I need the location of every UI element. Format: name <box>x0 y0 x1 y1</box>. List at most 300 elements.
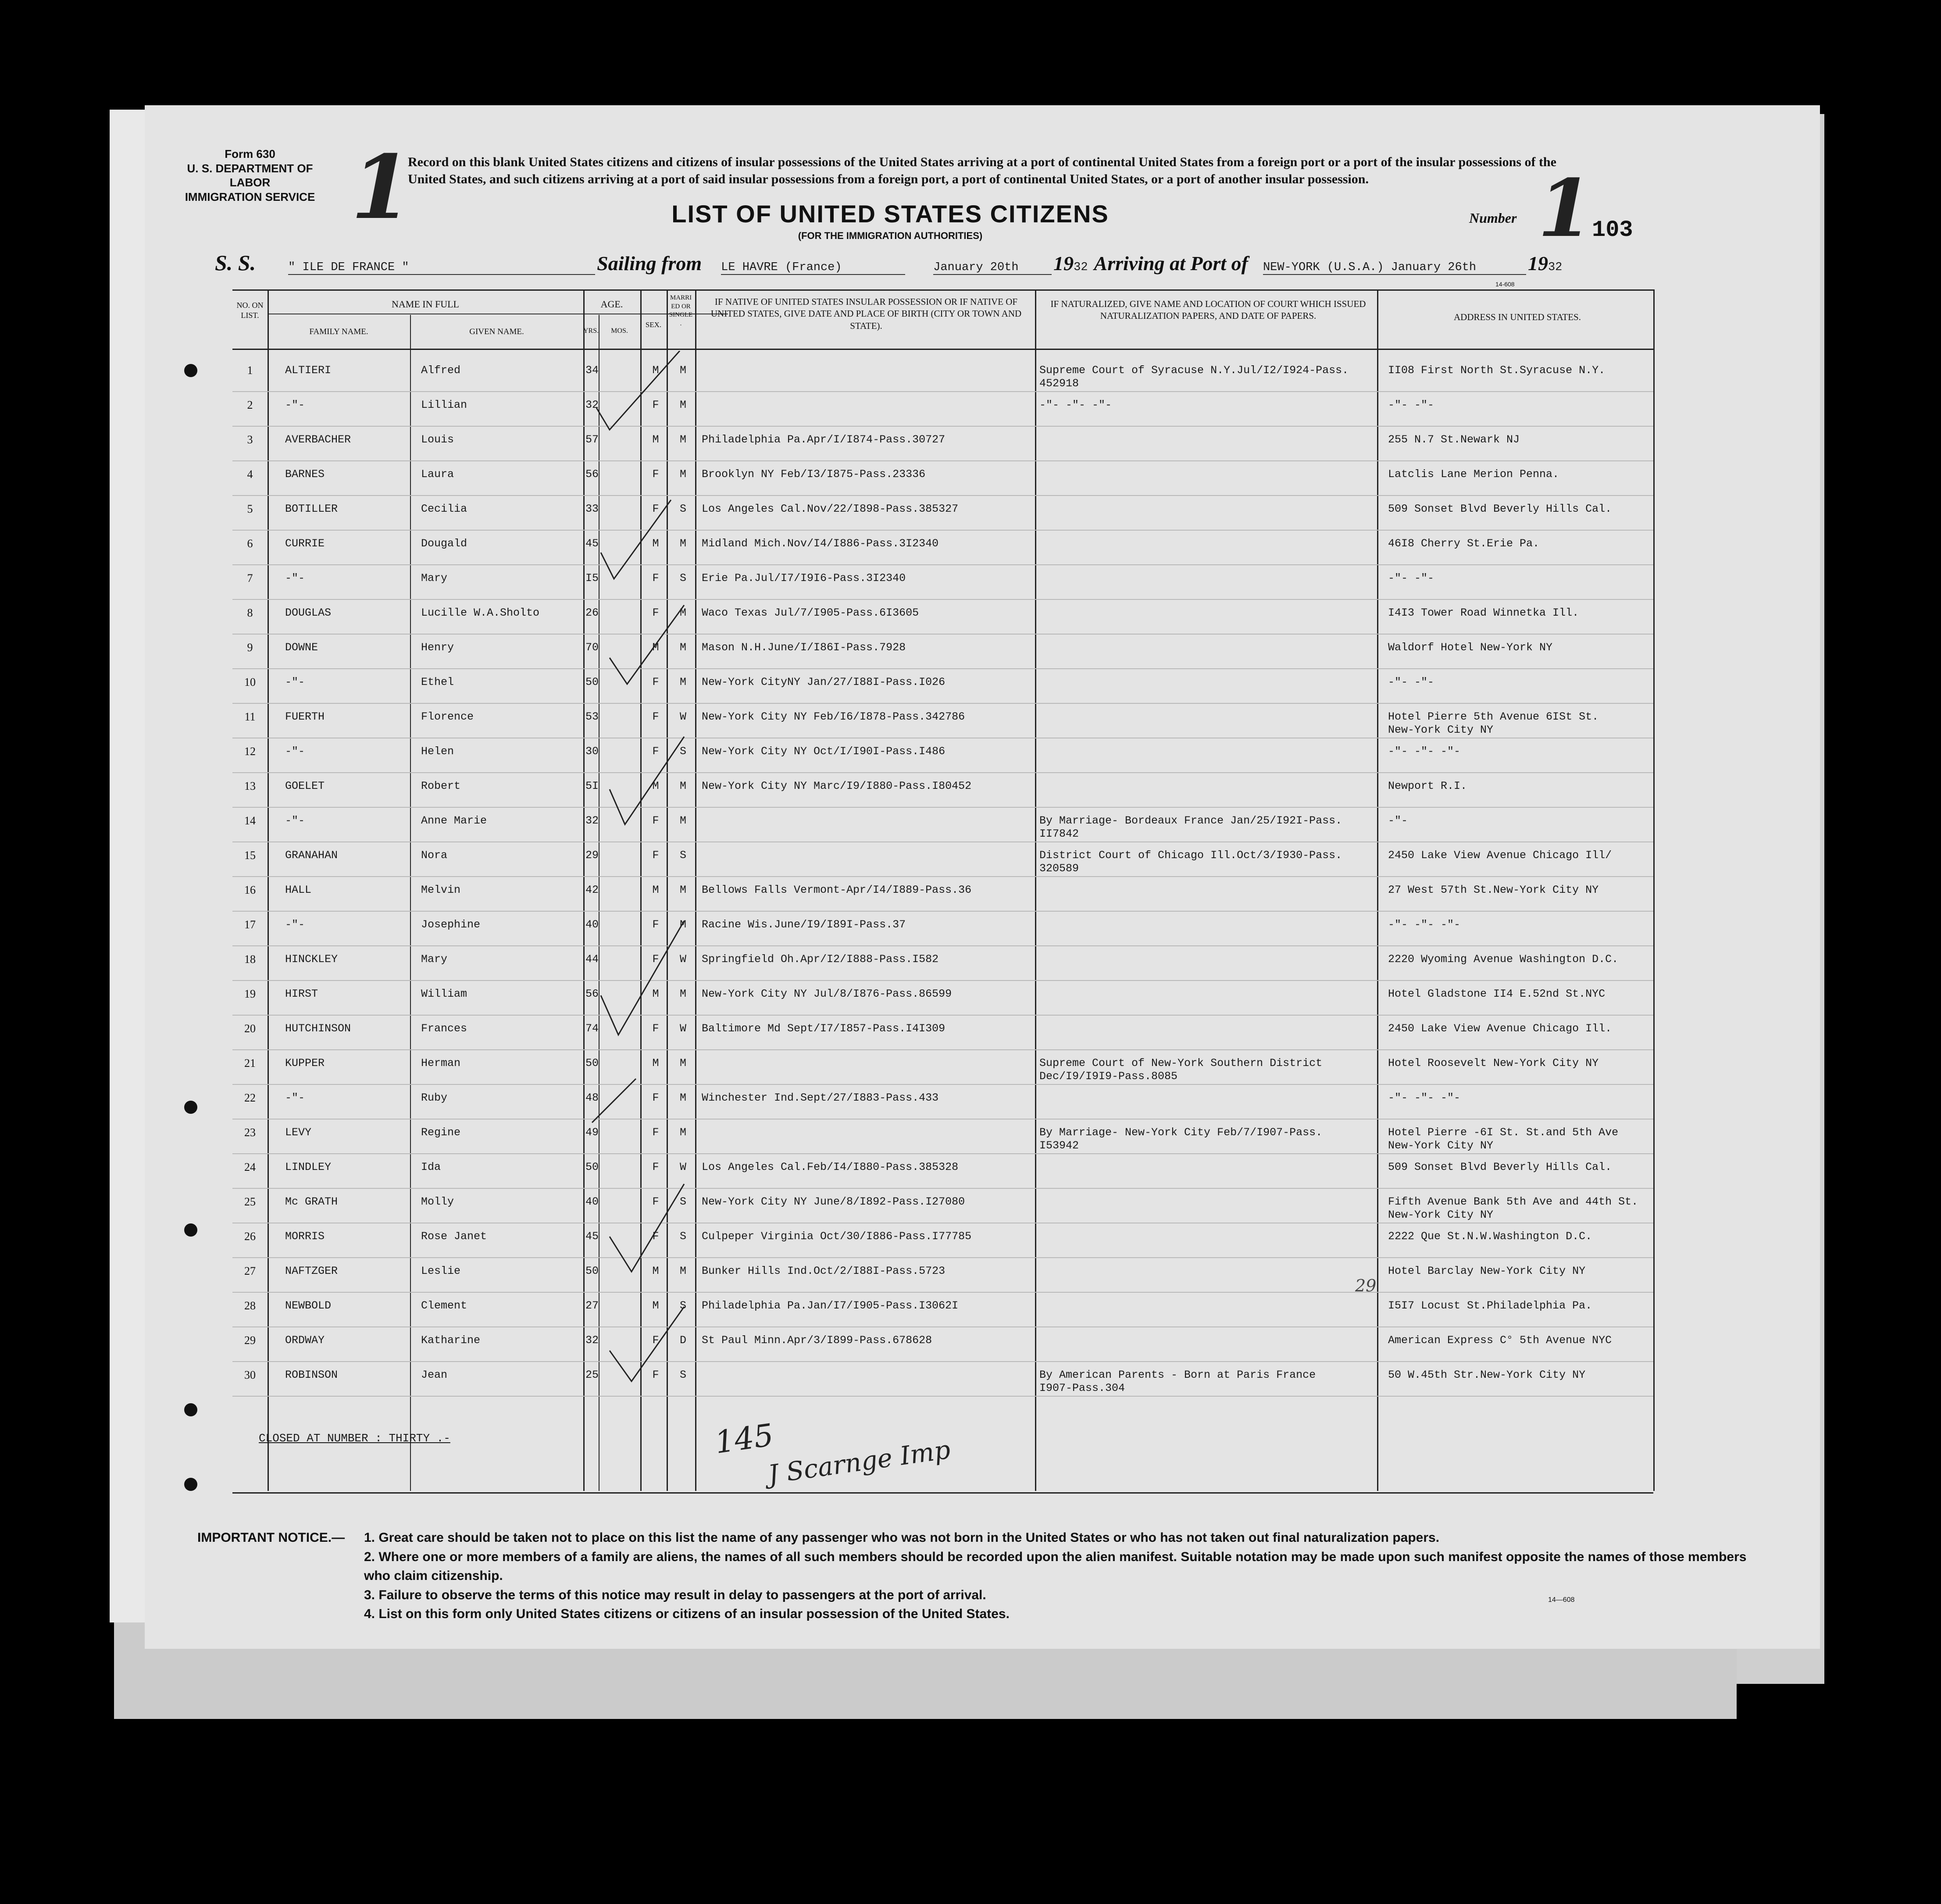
row-number: 20 <box>244 1022 256 1035</box>
binder-hole <box>184 1223 197 1237</box>
sex: F <box>652 572 659 585</box>
birth-place-date: Culpeper Virginia Oct/30/I886-Pass.I77785 <box>702 1230 972 1243</box>
sailing-port: LE HAVRE (France) <box>721 261 905 275</box>
row-number: 25 <box>244 1195 256 1208</box>
check-mark <box>610 1307 684 1381</box>
row-number: 26 <box>244 1230 256 1243</box>
address: 509 Sonset Blvd Beverly Hills Cal. <box>1388 503 1612 515</box>
age-years: 40 <box>585 1195 599 1208</box>
row-number: 12 <box>244 745 256 758</box>
sex: F <box>652 1022 659 1035</box>
birth-place-date: Bunker Hills Ind.Oct/2/I88I-Pass.5723 <box>702 1265 946 1277</box>
service: IMMIGRATION SERVICE <box>185 190 315 203</box>
birth-place-date: Bellows Falls Vermont-Apr/I4/I889-Pass.36 <box>702 884 972 896</box>
naturalization: By Marriage- New-York City Feb/7/I907-Pass. <box>1039 1126 1323 1139</box>
given-name: Mary <box>421 572 448 585</box>
birth-place-date: New-York City NY Feb/I6/I878-Pass.342786 <box>702 710 965 723</box>
family-name: HINCKLEY <box>285 953 338 966</box>
birth-place-date: New-York City NY Oct/I/I90I-Pass.I486 <box>702 745 946 758</box>
row-rule <box>232 703 1653 704</box>
family-name: BOTILLER <box>285 503 338 515</box>
row-number: 18 <box>244 953 256 966</box>
family-name: ROBINSON <box>285 1369 338 1381</box>
birth-place-date: St Paul Minn.Apr/3/I899-Pass.678628 <box>702 1334 932 1347</box>
age-years: 32 <box>585 1334 599 1347</box>
age-years: 57 <box>585 433 599 446</box>
ss-label: S. S. <box>215 250 256 275</box>
row-number: 2 <box>247 399 253 411</box>
marital-status: M <box>679 433 686 446</box>
handwritten-count: 145 <box>712 1417 776 1461</box>
sailing-year-prefix: 19 <box>1053 252 1074 275</box>
age-years: 32 <box>585 399 599 411</box>
age-years: 56 <box>585 988 599 1000</box>
row-rule <box>232 564 1653 565</box>
binder-hole <box>184 1101 197 1114</box>
notice-code: 14—608 <box>1548 1596 1575 1604</box>
given-name: Lillian <box>421 399 467 411</box>
sex: F <box>652 468 659 481</box>
address: -"- -"- -"- <box>1388 1091 1461 1104</box>
birth-place-date: Winchester Ind.Sept/27/I883-Pass.433 <box>702 1091 939 1104</box>
age-years: 50 <box>585 1265 599 1277</box>
sex: M <box>652 1299 659 1312</box>
marital-status: S <box>679 1299 686 1312</box>
marital-status: M <box>679 988 686 1000</box>
row-number: 9 <box>247 641 253 654</box>
address: 27 West 57th St.New-York City NY <box>1388 884 1599 896</box>
given-name: Katharine <box>421 1334 481 1347</box>
address: 255 N.7 St.Newark NJ <box>1388 433 1520 446</box>
birth-place-date: New-York City NY Marc/I9/I880-Pass.I80452 <box>702 780 972 792</box>
sex: F <box>652 1334 659 1347</box>
address: Hotel Gladstone II4 E.52nd St.NYC <box>1388 988 1606 1000</box>
given-name: Nora <box>421 849 448 862</box>
closing-note: CLOSED AT NUMBER : THIRTY .- <box>259 1432 450 1445</box>
sailing-line <box>215 250 1723 281</box>
naturalization-line-2: 320589 <box>1039 862 1079 875</box>
row-rule <box>232 1049 1653 1050</box>
sex: F <box>652 918 659 931</box>
address: 2450 Lake View Avenue Chicago Ill. <box>1388 1022 1612 1035</box>
col-line-family <box>410 315 411 1491</box>
birth-place-date: Los Angeles Cal.Feb/I4/I880-Pass.385328 <box>702 1161 959 1173</box>
family-name: LEVY <box>285 1126 312 1139</box>
col-header-no: NO. ON LIST. <box>236 301 264 320</box>
number-value: 1 <box>1538 162 1593 255</box>
naturalization-line-2: Dec/I9/I9I9-Pass.8085 <box>1039 1070 1178 1083</box>
form-intro: Record on this blank United States citizens and citizens of insular possessions of the United States arriving at a port of continental United States from a foreign port or a port of the insular possessions of the United States, and such citizens arriving at a port of said insular possessions from a foreign port, a port of continental United States, or a port of another insular possession. <box>408 155 1556 186</box>
sailing-label: Sailing from <box>597 252 702 275</box>
family-name: FUERTH <box>285 710 325 723</box>
marital-status: W <box>679 1022 686 1035</box>
notice-item: 1. Great care should be taken not to place on this list the name of any passenger who was not born in the United States or who has not taken out final naturalization papers. <box>364 1530 1440 1545</box>
address-line-2: New-York City NY <box>1388 1139 1494 1152</box>
sex: M <box>652 988 659 1000</box>
given-name: Anne Marie <box>421 814 487 827</box>
family-name: BARNES <box>285 468 325 481</box>
address: 50 W.45th Str.New-York City NY <box>1388 1369 1586 1381</box>
sex: F <box>652 1230 659 1243</box>
sex: F <box>652 710 659 723</box>
row-rule <box>232 841 1653 842</box>
page-title: LIST OF UNITED STATES CITIZENS <box>671 200 1109 228</box>
row-rule <box>232 1361 1653 1362</box>
notice-item: 4. List on this form only United States citizens or citizens of an insular possession of the United States. <box>364 1607 1010 1621</box>
naturalization-line-2: II7842 <box>1039 827 1079 840</box>
sex: M <box>652 537 659 550</box>
family-name: -"- <box>285 399 305 411</box>
given-name: Ethel <box>421 676 454 688</box>
notice-heading: IMPORTANT NOTICE.— <box>197 1530 345 1545</box>
naturalization-line-2: I907-Pass.304 <box>1039 1382 1125 1394</box>
address: 509 Sonset Blvd Beverly Hills Cal. <box>1388 1161 1612 1173</box>
address: 2222 Que St.N.W.Washington D.C. <box>1388 1230 1592 1243</box>
tick-marks <box>583 351 702 1430</box>
family-name: AVERBACHER <box>285 433 351 446</box>
sex: F <box>652 503 659 515</box>
row-rule <box>232 530 1653 531</box>
check-mark <box>610 605 684 684</box>
row-number: 22 <box>244 1091 256 1104</box>
row-rule <box>232 1292 1653 1293</box>
sex: F <box>652 1195 659 1208</box>
address: I4I3 Tower Road Winnetka Ill. <box>1388 606 1579 619</box>
row-number: 17 <box>244 918 256 931</box>
row-number: 3 <box>247 433 253 446</box>
row-number: 13 <box>244 780 256 792</box>
given-name: Henry <box>421 641 454 654</box>
marital-status: W <box>679 710 686 723</box>
address: -"- -"- -"- <box>1388 918 1461 931</box>
family-name: HIRST <box>285 988 318 1000</box>
notice-item: 3. Failure to observe the terms of this notice may result in delay to passengers at the port of arrival. <box>364 1587 986 1602</box>
important-notice <box>197 1528 1759 1624</box>
birth-place-date: Philadelphia Pa.Jan/I7/I905-Pass.I3062I <box>702 1299 959 1312</box>
row-number: 27 <box>244 1265 256 1277</box>
given-name: Louis <box>421 433 454 446</box>
marital-status: M <box>679 780 686 792</box>
row-number: 11 <box>244 710 256 723</box>
age-years: 50 <box>585 1161 599 1173</box>
binder-hole <box>184 1478 197 1491</box>
sailing-year-suffix: 32 <box>1074 261 1088 274</box>
given-name: Clement <box>421 1299 467 1312</box>
family-name: MORRIS <box>285 1230 325 1243</box>
given-name: Ruby <box>421 1091 448 1104</box>
birth-place-date: Baltimore Md Sept/I7/I857-Pass.I4I309 <box>702 1022 946 1035</box>
birth-place-date: Springfield Oh.Apr/I2/I888-Pass.I582 <box>702 953 939 966</box>
binder-hole <box>184 364 197 377</box>
age-years: 26 <box>585 606 599 619</box>
row-rule <box>232 426 1653 427</box>
marital-status: M <box>679 606 686 619</box>
family-name: DOUGLAS <box>285 606 332 619</box>
given-name: Leslie <box>421 1265 461 1277</box>
address: 2220 Wyoming Avenue Washington D.C. <box>1388 953 1619 966</box>
birth-place-date: New-York City NY June/8/I892-Pass.I27080 <box>702 1195 965 1208</box>
ship-name: " ILE DE FRANCE " <box>288 261 595 275</box>
family-name: -"- <box>285 814 305 827</box>
family-name: -"- <box>285 572 305 585</box>
birth-place-date: Waco Texas Jul/7/I905-Pass.6I3605 <box>702 606 919 619</box>
row-number: 19 <box>244 988 256 1000</box>
marital-status: S <box>679 745 686 758</box>
marital-status: W <box>679 953 686 966</box>
row-rule <box>232 911 1653 912</box>
margin-number: 29 <box>1355 1276 1377 1295</box>
sex: F <box>652 606 659 619</box>
check-mark <box>601 921 684 1035</box>
row-rule <box>232 495 1653 496</box>
address: 2450 Lake View Avenue Chicago Ill/ <box>1388 849 1612 862</box>
row-rule <box>232 1326 1653 1327</box>
family-name: NAFTZGER <box>285 1265 338 1277</box>
family-name: GOELET <box>285 780 325 792</box>
given-name: Rose Janet <box>421 1230 487 1243</box>
family-name: CURRIE <box>285 537 325 550</box>
age-years: 32 <box>585 814 599 827</box>
table-header-rule <box>232 349 1653 350</box>
family-name: KUPPER <box>285 1057 325 1070</box>
sex: F <box>652 399 659 411</box>
birth-place-date: Brooklyn NY Feb/I3/I875-Pass.23336 <box>702 468 926 481</box>
row-rule <box>232 1119 1653 1120</box>
age-years: 53 <box>585 710 599 723</box>
row-rule <box>232 1257 1653 1258</box>
row-number: 7 <box>247 572 253 585</box>
given-name: Molly <box>421 1195 454 1208</box>
row-rule <box>232 1084 1653 1085</box>
form-number: Form 630 <box>225 147 275 160</box>
row-number: 16 <box>244 884 256 896</box>
birth-place-date: New-York CityNY Jan/27/I88I-Pass.I026 <box>702 676 946 688</box>
age-years: 5I <box>585 780 599 792</box>
family-name: NEWBOLD <box>285 1299 332 1312</box>
row-rule <box>232 1188 1653 1189</box>
manifest-page <box>145 105 1820 1649</box>
page-number: 103 <box>1592 217 1633 243</box>
family-name: -"- <box>285 676 305 688</box>
col-header-married: MARRIED OR SINGLE. <box>669 294 693 327</box>
address: Hotel Barclay New-York City NY <box>1388 1265 1586 1277</box>
given-name: Jean <box>421 1369 448 1381</box>
address: -"- -"- <box>1388 399 1434 411</box>
given-name: Lucille W.A.Sholto <box>421 606 540 619</box>
sex: M <box>652 641 659 654</box>
check-mark <box>610 1184 684 1272</box>
sex: F <box>652 953 659 966</box>
col-header-name: NAME IN FULL <box>392 299 459 310</box>
marital-status: M <box>679 399 686 411</box>
sex: F <box>652 1369 659 1381</box>
sex: F <box>652 849 659 862</box>
given-name: Mary <box>421 953 448 966</box>
given-name: Cecilia <box>421 503 467 515</box>
marital-status: M <box>679 364 686 377</box>
row-rule <box>232 945 1653 946</box>
sex: F <box>652 1091 659 1104</box>
marital-status: S <box>679 572 686 585</box>
sex: F <box>652 676 659 688</box>
naturalization: Supreme Court of New-York Southern District <box>1039 1057 1323 1070</box>
marital-status: S <box>679 1195 686 1208</box>
row-number: 10 <box>244 676 256 688</box>
marital-status: M <box>679 641 686 654</box>
address-line-2: New-York City NY <box>1388 724 1494 736</box>
arriving-port: NEW-YORK (U.S.A.) January 26th <box>1263 261 1526 275</box>
sex: M <box>652 1057 659 1070</box>
sex: M <box>652 364 659 377</box>
sailing-date: January 20th <box>933 261 1052 275</box>
sex: F <box>652 745 659 758</box>
address: -"- <box>1388 814 1408 827</box>
row-number: 28 <box>244 1299 256 1312</box>
marital-status: M <box>679 468 686 481</box>
marital-status: M <box>679 918 686 931</box>
col-header-sex: SEX. <box>645 321 662 329</box>
row-number: 4 <box>247 468 253 481</box>
row-number: 14 <box>244 814 256 827</box>
row-rule <box>232 1153 1653 1154</box>
handwritten-initials: J Scarnge Imp <box>766 1434 953 1490</box>
address: Hotel Pierre -6I St. St.and 5th Ave <box>1388 1126 1619 1139</box>
row-rule <box>232 634 1653 635</box>
marital-status: S <box>679 503 686 515</box>
family-name: HALL <box>285 884 312 896</box>
sex: F <box>652 1161 659 1173</box>
number-label: Number <box>1469 210 1517 226</box>
notice-item: 2. Where one or more members of a family are aliens, the names of all such members should be recorded upon the alien manifest. Suitable notation may be made upon such manifest opposite the names of those members who claim citizenship. <box>364 1549 1747 1583</box>
row-number: 21 <box>244 1057 256 1070</box>
col-header-family: FAMILY NAME. <box>309 327 368 336</box>
row-number: 29 <box>244 1334 256 1347</box>
col-line-naturalized <box>1377 289 1378 1491</box>
address: Waldorf Hotel New-York NY <box>1388 641 1553 654</box>
family-name: GRANAHAN <box>285 849 338 862</box>
age-years: 29 <box>585 849 599 862</box>
col-header-mos: MOS. <box>611 327 628 335</box>
given-name: Robert <box>421 780 461 792</box>
row-rule <box>232 1015 1653 1016</box>
arriving-year-suffix: 32 <box>1548 261 1563 274</box>
col-header-age: AGE. <box>600 299 623 310</box>
naturalization: By American Parents - Born at Paris France <box>1039 1369 1316 1381</box>
birth-place-date: Mason N.H.June/I/I86I-Pass.7928 <box>702 641 906 654</box>
naturalization-line-2: 452918 <box>1039 377 1079 390</box>
col-header-naturalized: IF NATURALIZED, GIVE NAME AND LOCATION OF COURT WHICH ISSUED NATURALIZATION PAPERS, AND DATE OF PAPERS. <box>1050 299 1366 321</box>
given-name: Frances <box>421 1022 467 1035</box>
marital-status: S <box>679 849 686 862</box>
address: II08 First North St.Syracuse N.Y. <box>1388 364 1606 377</box>
col-header-address: ADDRESS IN UNITED STATES. <box>1454 312 1581 322</box>
row-number: 5 <box>247 503 253 515</box>
address: Hotel Roosevelt New-York City NY <box>1388 1057 1599 1070</box>
address: American Express C° 5th Avenue NYC <box>1388 1334 1612 1347</box>
marital-status: M <box>679 1057 686 1070</box>
sex: F <box>652 1126 659 1139</box>
row-rule <box>232 876 1653 877</box>
check-mark <box>610 737 684 824</box>
birth-place-date: Philadelphia Pa.Apr/I/I874-Pass.30727 <box>702 433 946 446</box>
given-name: Alfred <box>421 364 461 377</box>
row-number: 23 <box>244 1126 256 1139</box>
given-name: Laura <box>421 468 454 481</box>
age-years: 40 <box>585 918 599 931</box>
birth-place-date: Midland Mich.Nov/I4/I886-Pass.3I2340 <box>702 537 939 550</box>
address-line-2: New-York City NY <box>1388 1209 1494 1221</box>
marital-status: S <box>679 1369 686 1381</box>
col-header-yrs: YRS. <box>583 327 599 335</box>
marital-status: M <box>679 1126 686 1139</box>
address: I5I7 Locust St.Philadelphia Pa. <box>1388 1299 1592 1312</box>
row-number: 30 <box>244 1369 256 1381</box>
naturalization: Supreme Court of Syracuse N.Y.Jul/I2/I924-Pass. <box>1039 364 1349 377</box>
age-years: 48 <box>585 1091 599 1104</box>
binder-hole <box>184 1403 197 1416</box>
row-number: 15 <box>244 849 256 862</box>
birth-place-date: Los Angeles Cal.Nov/22/I898-Pass.385327 <box>702 503 959 515</box>
col-line-native <box>1035 289 1036 1491</box>
col-line-no <box>268 289 269 1491</box>
marital-status: M <box>679 537 686 550</box>
given-name: Ida <box>421 1161 441 1173</box>
family-name: HUTCHINSON <box>285 1022 351 1035</box>
family-name: Mc GRATH <box>285 1195 338 1208</box>
age-years: 45 <box>585 537 599 550</box>
family-name: -"- <box>285 918 305 931</box>
family-name: -"- <box>285 745 305 758</box>
form-header <box>171 147 329 204</box>
sex: M <box>652 884 659 896</box>
age-years: 70 <box>585 641 599 654</box>
handwritten-list-mark: 1 <box>351 136 412 239</box>
address: -"- -"- -"- <box>1388 745 1461 758</box>
row-rule <box>232 772 1653 773</box>
row-number: 6 <box>247 537 253 550</box>
naturalization: District Court of Chicago Ill.Oct/3/I930-Pass. <box>1039 849 1342 862</box>
address: Newport R.I. <box>1388 780 1467 792</box>
row-rule <box>232 980 1653 981</box>
check-mark <box>596 351 680 430</box>
family-name: DOWNE <box>285 641 318 654</box>
check-mark <box>601 500 671 579</box>
given-name: Florence <box>421 710 474 723</box>
row-rule <box>232 807 1653 808</box>
age-years: 50 <box>585 676 599 688</box>
family-name: -"- <box>285 1091 305 1104</box>
age-years: 56 <box>585 468 599 481</box>
given-name: Regine <box>421 1126 461 1139</box>
arriving-label: Arriving at Port of <box>1094 252 1248 275</box>
naturalization: -"- -"- -"- <box>1039 399 1112 411</box>
sex: M <box>652 1265 659 1277</box>
marital-status: W <box>679 1161 686 1173</box>
sex: F <box>652 814 659 827</box>
address: -"- -"- <box>1388 572 1434 585</box>
sex: M <box>652 780 659 792</box>
row-rule <box>232 391 1653 392</box>
row-rule <box>232 668 1653 669</box>
arriving-year-prefix: 19 <box>1527 252 1548 275</box>
check-mark <box>592 1079 636 1123</box>
col-header-given: GIVEN NAME. <box>469 327 524 336</box>
col-header-native: IF NATIVE OF UNITED STATES INSULAR POSSESSION OR IF NATIVE OF UNITED STATES, GIVE DATE AND PLACE OF BIRTH (CITY OR TOWN AND STATE). <box>710 296 1022 331</box>
given-name: Melvin <box>421 884 461 896</box>
marital-status: S <box>679 1230 686 1243</box>
age-years: 25 <box>585 1369 599 1381</box>
notice-items <box>364 1528 1759 1624</box>
